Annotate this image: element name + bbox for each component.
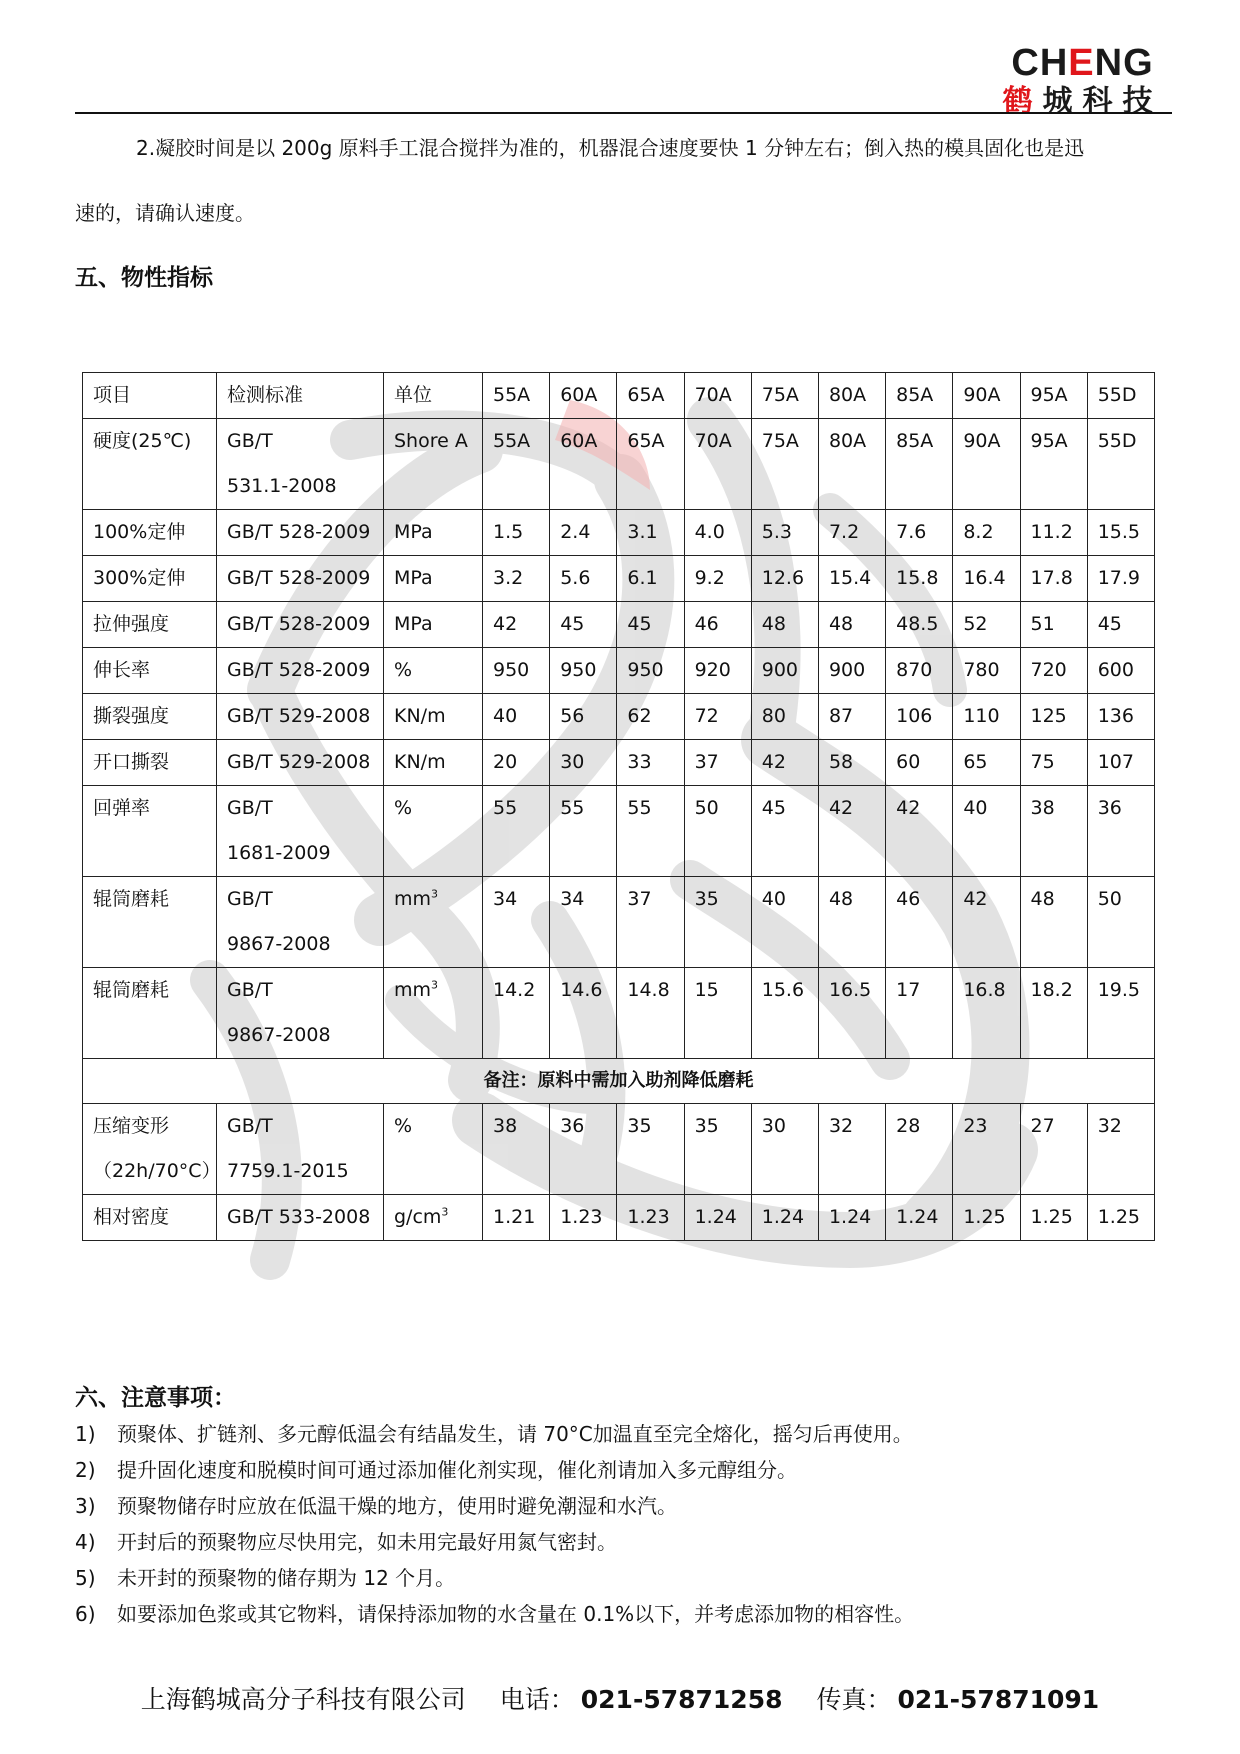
unit-cell: MPa bbox=[384, 556, 483, 602]
value-cell: 14.8 bbox=[617, 968, 684, 1059]
value-cell: 950 bbox=[617, 648, 684, 694]
value-cell: 87 bbox=[818, 694, 885, 740]
table-row bbox=[83, 694, 1155, 740]
value-cell: 19.5 bbox=[1087, 968, 1154, 1059]
value-cell: 7.2 bbox=[818, 510, 885, 556]
value-cell: 38 bbox=[1020, 786, 1087, 877]
value-cell: 3.1 bbox=[617, 510, 684, 556]
value-cell: 720 bbox=[1020, 648, 1087, 694]
value-cell: 17 bbox=[886, 968, 953, 1059]
value-cell: 55 bbox=[617, 786, 684, 877]
item-cell: 辊筒磨耗 bbox=[83, 968, 217, 1059]
value-cell: 17.9 bbox=[1087, 556, 1154, 602]
table-header-cell: 80A bbox=[818, 373, 885, 419]
value-cell: 42 bbox=[818, 786, 885, 877]
table-header-cell: 单位 bbox=[384, 373, 483, 419]
company-logo bbox=[995, 44, 1170, 120]
value-cell: 75A bbox=[751, 419, 818, 510]
value-cell: 60A bbox=[550, 419, 617, 510]
standard-cell: GB/T 1681-2009 bbox=[217, 786, 384, 877]
tel-label: 电话： bbox=[499, 1685, 575, 1714]
value-cell: 36 bbox=[550, 1104, 617, 1195]
company-name: 上海鹤城高分子科技有限公司 bbox=[140, 1685, 466, 1714]
value-cell: 950 bbox=[550, 648, 617, 694]
value-cell: 16.8 bbox=[953, 968, 1020, 1059]
value-cell: 1.23 bbox=[550, 1195, 617, 1241]
value-cell: 40 bbox=[751, 877, 818, 968]
item-cell: 回弹率 bbox=[83, 786, 217, 877]
list-item: 3) 预聚物储存时应放在低温干燥的地方，使用时避免潮湿和水汽。 bbox=[75, 1494, 677, 1518]
value-cell: 35 bbox=[617, 1104, 684, 1195]
value-cell: 40 bbox=[953, 786, 1020, 877]
table-row bbox=[83, 740, 1155, 786]
value-cell: 75 bbox=[1020, 740, 1087, 786]
unit-cell: % bbox=[384, 648, 483, 694]
list-item: 1) 预聚体、扩链剂、多元醇低温会有结晶发生，请 70°C加温直至完全熔化，摇匀后再使用。 bbox=[75, 1422, 913, 1446]
section-6-title: 六、注意事项： bbox=[75, 1385, 236, 1411]
value-cell: 42 bbox=[751, 740, 818, 786]
value-cell: 3.2 bbox=[483, 556, 550, 602]
list-item: 4) 开封后的预聚物应尽快用完，如未用完最好用氮气密封。 bbox=[75, 1530, 617, 1554]
unit-cell: % bbox=[384, 1104, 483, 1195]
value-cell: 48.5 bbox=[886, 602, 953, 648]
value-cell: 42 bbox=[886, 786, 953, 877]
table-header-cell: 65A bbox=[617, 373, 684, 419]
value-cell: 950 bbox=[483, 648, 550, 694]
table-header-cell: 60A bbox=[550, 373, 617, 419]
value-cell: 15.5 bbox=[1087, 510, 1154, 556]
value-cell: 50 bbox=[684, 786, 751, 877]
table-row bbox=[83, 968, 1155, 1059]
standard-cell: GB/T 528-2009 bbox=[217, 602, 384, 648]
value-cell: 1.24 bbox=[684, 1195, 751, 1241]
table-note: 备注：原料中需加入助剂降低磨耗 bbox=[83, 1059, 1155, 1104]
fax-number: 021-57871091 bbox=[897, 1685, 1100, 1714]
value-cell: 45 bbox=[1087, 602, 1154, 648]
value-cell: 15.4 bbox=[818, 556, 885, 602]
value-cell: 17.8 bbox=[1020, 556, 1087, 602]
value-cell: 34 bbox=[550, 877, 617, 968]
value-cell: 1.24 bbox=[751, 1195, 818, 1241]
physical-properties-table bbox=[82, 372, 1155, 1241]
table-note-row bbox=[83, 1059, 1155, 1104]
value-cell: 55A bbox=[483, 419, 550, 510]
value-cell: 5.6 bbox=[550, 556, 617, 602]
standard-cell: GB/T 529-2008 bbox=[217, 740, 384, 786]
table-header-cell: 55A bbox=[483, 373, 550, 419]
table-header-row bbox=[83, 373, 1155, 419]
value-cell: 37 bbox=[684, 740, 751, 786]
table-row bbox=[83, 602, 1155, 648]
value-cell: 2.4 bbox=[550, 510, 617, 556]
value-cell: 32 bbox=[818, 1104, 885, 1195]
table-header-cell: 项目 bbox=[83, 373, 217, 419]
value-cell: 900 bbox=[818, 648, 885, 694]
value-cell: 5.3 bbox=[751, 510, 818, 556]
value-cell: 46 bbox=[684, 602, 751, 648]
value-cell: 45 bbox=[550, 602, 617, 648]
value-cell: 28 bbox=[886, 1104, 953, 1195]
value-cell: 65 bbox=[953, 740, 1020, 786]
value-cell: 1.23 bbox=[617, 1195, 684, 1241]
table-row bbox=[83, 510, 1155, 556]
table-row bbox=[83, 419, 1155, 510]
value-cell: 62 bbox=[617, 694, 684, 740]
logo-chinese-name: 鹤城科技 bbox=[1002, 84, 1163, 119]
value-cell: 55 bbox=[483, 786, 550, 877]
value-cell: 34 bbox=[483, 877, 550, 968]
value-cell: 55 bbox=[550, 786, 617, 877]
item-cell: 辊筒磨耗 bbox=[83, 877, 217, 968]
value-cell: 1.25 bbox=[953, 1195, 1020, 1241]
value-cell: 6.1 bbox=[617, 556, 684, 602]
item-cell: 300%定伸 bbox=[83, 556, 217, 602]
value-cell: 30 bbox=[550, 740, 617, 786]
value-cell: 125 bbox=[1020, 694, 1087, 740]
value-cell: 1.24 bbox=[886, 1195, 953, 1241]
table-row bbox=[83, 1195, 1155, 1241]
unit-cell: $g/cm^3$ bbox=[384, 1195, 483, 1241]
value-cell: 37 bbox=[617, 877, 684, 968]
value-cell: 40 bbox=[483, 694, 550, 740]
value-cell: 56 bbox=[550, 694, 617, 740]
table-row bbox=[83, 1104, 1155, 1195]
page-footer bbox=[0, 1684, 1240, 1716]
table-header-cell: 55D bbox=[1087, 373, 1154, 419]
value-cell: 42 bbox=[953, 877, 1020, 968]
value-cell: 1.5 bbox=[483, 510, 550, 556]
value-cell: 85A bbox=[886, 419, 953, 510]
value-cell: 95A bbox=[1020, 419, 1087, 510]
table-header-cell: 70A bbox=[684, 373, 751, 419]
value-cell: 48 bbox=[818, 877, 885, 968]
value-cell: 1.25 bbox=[1020, 1195, 1087, 1241]
value-cell: 23 bbox=[953, 1104, 1020, 1195]
table-row bbox=[83, 786, 1155, 877]
value-cell: 51 bbox=[1020, 602, 1087, 648]
value-cell: 42 bbox=[483, 602, 550, 648]
value-cell: 70A bbox=[684, 419, 751, 510]
standard-cell: GB/T 529-2008 bbox=[217, 694, 384, 740]
unit-cell: $mm^3$ bbox=[384, 968, 483, 1059]
value-cell: 7.6 bbox=[886, 510, 953, 556]
item-cell: 撕裂强度 bbox=[83, 694, 217, 740]
value-cell: 9.2 bbox=[684, 556, 751, 602]
item-cell: 压缩变形 （22h/70°C） bbox=[83, 1104, 217, 1195]
standard-cell: GB/T 528-2009 bbox=[217, 556, 384, 602]
item-cell: 相对密度 bbox=[83, 1195, 217, 1241]
value-cell: 27 bbox=[1020, 1104, 1087, 1195]
value-cell: 30 bbox=[751, 1104, 818, 1195]
value-cell: 15.6 bbox=[751, 968, 818, 1059]
intro-line-2: 速的，请确认速度。 bbox=[75, 201, 255, 225]
table-header-cell: 90A bbox=[953, 373, 1020, 419]
list-item: 6) 如要添加色浆或其它物料，请保持添加物的水含量在 0.1%以下，并考虑添加物的相容性。 bbox=[75, 1602, 915, 1626]
tel-number: 021-57871258 bbox=[580, 1685, 783, 1714]
unit-cell: MPa bbox=[384, 602, 483, 648]
item-cell: 100%定伸 bbox=[83, 510, 217, 556]
value-cell: 35 bbox=[684, 877, 751, 968]
value-cell: 780 bbox=[953, 648, 1020, 694]
table-header-cell: 75A bbox=[751, 373, 818, 419]
value-cell: 20 bbox=[483, 740, 550, 786]
value-cell: 32 bbox=[1087, 1104, 1154, 1195]
list-item: 2) 提升固化速度和脱模时间可通过添加催化剂实现，催化剂请加入多元醇组分。 bbox=[75, 1458, 797, 1482]
unit-cell: $mm^3$ bbox=[384, 877, 483, 968]
item-cell: 伸长率 bbox=[83, 648, 217, 694]
section-5-title: 五、物性指标 bbox=[75, 265, 213, 291]
table-header-cell: 95A bbox=[1020, 373, 1087, 419]
table-row bbox=[83, 877, 1155, 968]
value-cell: 4.0 bbox=[684, 510, 751, 556]
value-cell: 33 bbox=[617, 740, 684, 786]
value-cell: 1.24 bbox=[818, 1195, 885, 1241]
standard-cell: GB/T 528-2009 bbox=[217, 510, 384, 556]
value-cell: 18.2 bbox=[1020, 968, 1087, 1059]
list-item: 5) 未开封的预聚物的储存期为 12 个月。 bbox=[75, 1566, 456, 1590]
value-cell: 900 bbox=[751, 648, 818, 694]
value-cell: 35 bbox=[684, 1104, 751, 1195]
item-cell: 拉伸强度 bbox=[83, 602, 217, 648]
value-cell: 1.21 bbox=[483, 1195, 550, 1241]
item-cell: 硬度(25℃) bbox=[83, 419, 217, 510]
value-cell: 600 bbox=[1087, 648, 1154, 694]
table-row bbox=[83, 648, 1155, 694]
value-cell: 15.8 bbox=[886, 556, 953, 602]
value-cell: 65A bbox=[617, 419, 684, 510]
value-cell: 16.4 bbox=[953, 556, 1020, 602]
value-cell: 58 bbox=[818, 740, 885, 786]
intro-line-1: 2.凝胶时间是以 200g 原料手工混合搅拌为准的，机器混合速度要快 1 分钟左右；倒入热的模具固化也是迅 bbox=[136, 136, 1085, 160]
value-cell: 14.2 bbox=[483, 968, 550, 1059]
value-cell: 50 bbox=[1087, 877, 1154, 968]
value-cell: 8.2 bbox=[953, 510, 1020, 556]
table-row bbox=[83, 556, 1155, 602]
standard-cell: GB/T 7759.1-2015 bbox=[217, 1104, 384, 1195]
value-cell: 1.25 bbox=[1087, 1195, 1154, 1241]
fax-label: 传真： bbox=[816, 1685, 892, 1714]
unit-cell: KN/m bbox=[384, 694, 483, 740]
value-cell: 48 bbox=[751, 602, 818, 648]
standard-cell: GB/T 533-2008 bbox=[217, 1195, 384, 1241]
value-cell: 106 bbox=[886, 694, 953, 740]
value-cell: 36 bbox=[1087, 786, 1154, 877]
standard-cell: GB/T 9867-2008 bbox=[217, 877, 384, 968]
standard-cell: GB/T 9867-2008 bbox=[217, 968, 384, 1059]
value-cell: 60 bbox=[886, 740, 953, 786]
value-cell: 55D bbox=[1087, 419, 1154, 510]
value-cell: 38 bbox=[483, 1104, 550, 1195]
value-cell: 52 bbox=[953, 602, 1020, 648]
unit-cell: MPa bbox=[384, 510, 483, 556]
item-cell: 开口撕裂 bbox=[83, 740, 217, 786]
value-cell: 48 bbox=[1020, 877, 1087, 968]
value-cell: 45 bbox=[751, 786, 818, 877]
value-cell: 80A bbox=[818, 419, 885, 510]
standard-cell: GB/T 528-2009 bbox=[217, 648, 384, 694]
value-cell: 80 bbox=[751, 694, 818, 740]
value-cell: 72 bbox=[684, 694, 751, 740]
value-cell: 920 bbox=[684, 648, 751, 694]
value-cell: 136 bbox=[1087, 694, 1154, 740]
value-cell: 45 bbox=[617, 602, 684, 648]
table-header-cell: 检测标准 bbox=[217, 373, 384, 419]
value-cell: 870 bbox=[886, 648, 953, 694]
logo-wordmark: CHENG bbox=[1011, 42, 1154, 84]
value-cell: 110 bbox=[953, 694, 1020, 740]
value-cell: 48 bbox=[818, 602, 885, 648]
value-cell: 15 bbox=[684, 968, 751, 1059]
value-cell: 90A bbox=[953, 419, 1020, 510]
header-divider bbox=[75, 112, 1172, 114]
value-cell: 14.6 bbox=[550, 968, 617, 1059]
precautions-list bbox=[75, 1422, 1172, 1638]
unit-cell: Shore A bbox=[384, 419, 483, 510]
value-cell: 46 bbox=[886, 877, 953, 968]
standard-cell: GB/T 531.1-2008 bbox=[217, 419, 384, 510]
unit-cell: KN/m bbox=[384, 740, 483, 786]
value-cell: 16.5 bbox=[818, 968, 885, 1059]
table-header-cell: 85A bbox=[886, 373, 953, 419]
value-cell: 107 bbox=[1087, 740, 1154, 786]
value-cell: 11.2 bbox=[1020, 510, 1087, 556]
unit-cell: % bbox=[384, 786, 483, 877]
value-cell: 12.6 bbox=[751, 556, 818, 602]
